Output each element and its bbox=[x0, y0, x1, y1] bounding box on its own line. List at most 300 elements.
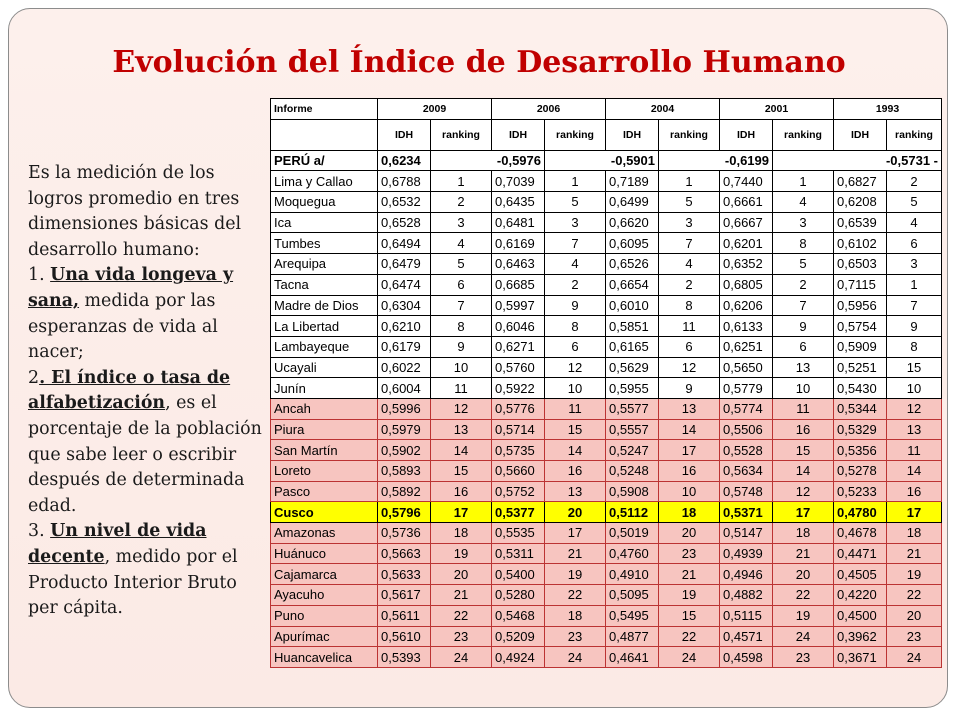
ranking-cell: 19 bbox=[659, 585, 720, 606]
ranking-cell: 15 bbox=[659, 605, 720, 626]
ranking-cell: 5 bbox=[545, 192, 606, 213]
idh-cell: 0,5495 bbox=[606, 605, 659, 626]
idh-cell: 0,5748 bbox=[720, 481, 773, 502]
ranking-cell: 23 bbox=[659, 543, 720, 564]
ranking-cell: 9 bbox=[887, 316, 942, 337]
ranking-cell: 17 bbox=[431, 502, 492, 523]
ranking-cell: 22 bbox=[773, 585, 834, 606]
description-item-3 bbox=[28, 519, 268, 621]
ranking-cell: 2 bbox=[773, 274, 834, 295]
idh-cell: 0,5996 bbox=[378, 398, 431, 419]
table-row bbox=[271, 378, 942, 399]
item-1-rest: medida por las esperanzas de vida al nacer; bbox=[28, 290, 218, 363]
idh-cell: 0,4678 bbox=[834, 523, 887, 544]
idh-cell: 0,6503 bbox=[834, 254, 887, 275]
idh-cell: 0,5278 bbox=[834, 461, 887, 482]
idh-cell: 0,5663 bbox=[378, 543, 431, 564]
idh-cell: 0,6620 bbox=[606, 212, 659, 233]
idh-cell: 0,5528 bbox=[720, 440, 773, 461]
idh-cell: 0,5660 bbox=[492, 461, 545, 482]
idh-cell: 0,5754 bbox=[834, 316, 887, 337]
ranking-cell: 1 bbox=[545, 171, 606, 192]
peru-value-2009: 0,6234 bbox=[378, 150, 431, 171]
idh-cell: 0,6210 bbox=[378, 316, 431, 337]
region-name: Moquegua bbox=[271, 192, 378, 213]
idh-cell: 0,5908 bbox=[606, 481, 659, 502]
ranking-cell: 19 bbox=[773, 605, 834, 626]
ranking-cell: 21 bbox=[887, 543, 942, 564]
ranking-cell: 11 bbox=[431, 378, 492, 399]
ranking-cell: 10 bbox=[545, 378, 606, 399]
idh-cell: 0,6528 bbox=[378, 212, 431, 233]
ranking-cell: 15 bbox=[887, 357, 942, 378]
region-name: Apurímac bbox=[271, 626, 378, 647]
region-name: Ayacuho bbox=[271, 585, 378, 606]
ranking-cell: 16 bbox=[887, 481, 942, 502]
ranking-cell: 6 bbox=[773, 336, 834, 357]
ranking-cell: 23 bbox=[431, 626, 492, 647]
ranking-cell: 11 bbox=[773, 398, 834, 419]
ranking-cell: 5 bbox=[773, 254, 834, 275]
ranking-cell: 1 bbox=[431, 171, 492, 192]
ranking-cell: 23 bbox=[887, 626, 942, 647]
region-name: Huánuco bbox=[271, 543, 378, 564]
region-name: Ucayali bbox=[271, 357, 378, 378]
idh-cell: 0,5311 bbox=[492, 543, 545, 564]
peru-value-2006: -0,5976 bbox=[431, 150, 545, 171]
item-3-rest: , medido por el Producto Interior Bruto per cápita. bbox=[28, 546, 238, 619]
idh-header: IDH bbox=[606, 119, 659, 150]
ranking-cell: 11 bbox=[545, 398, 606, 419]
idh-cell: 0,5344 bbox=[834, 398, 887, 419]
region-name: Lambayeque bbox=[271, 336, 378, 357]
idh-cell: 0,4471 bbox=[834, 543, 887, 564]
idh-cell: 0,4946 bbox=[720, 564, 773, 585]
item-3-number: 3. bbox=[28, 521, 51, 542]
idh-cell: 0,6352 bbox=[720, 254, 773, 275]
region-name: Loreto bbox=[271, 461, 378, 482]
ranking-cell: 8 bbox=[659, 295, 720, 316]
idh-cell: 0,3962 bbox=[834, 626, 887, 647]
ranking-cell: 22 bbox=[431, 605, 492, 626]
table-row bbox=[271, 502, 942, 523]
idh-cell: 0,5714 bbox=[492, 419, 545, 440]
idh-cell: 0,5893 bbox=[378, 461, 431, 482]
idh-cell: 0,5736 bbox=[378, 523, 431, 544]
ranking-cell: 8 bbox=[887, 336, 942, 357]
peru-label: PERÚ a/ bbox=[271, 150, 378, 171]
idh-cell: 0,5557 bbox=[606, 419, 659, 440]
ranking-cell: 23 bbox=[773, 647, 834, 668]
item-3-key: Un nivel de vida decente bbox=[28, 521, 207, 567]
item-1-key: Una vida longeva y sana, bbox=[28, 265, 234, 311]
idh-cell: 0,6479 bbox=[378, 254, 431, 275]
ranking-cell: 24 bbox=[659, 647, 720, 668]
idh-cell: 0,5650 bbox=[720, 357, 773, 378]
table-row bbox=[271, 585, 942, 606]
description-item-2 bbox=[28, 366, 268, 520]
ranking-cell: 22 bbox=[887, 585, 942, 606]
idh-cell: 0,7039 bbox=[492, 171, 545, 192]
idh-cell: 0,5251 bbox=[834, 357, 887, 378]
ranking-cell: 20 bbox=[887, 605, 942, 626]
idh-cell: 0,5280 bbox=[492, 585, 545, 606]
idh-cell: 0,5979 bbox=[378, 419, 431, 440]
region-name: Ancah bbox=[271, 398, 378, 419]
idh-cell: 0,5233 bbox=[834, 481, 887, 502]
ranking-cell: 21 bbox=[431, 585, 492, 606]
ranking-cell: 7 bbox=[545, 233, 606, 254]
ranking-cell: 13 bbox=[659, 398, 720, 419]
ranking-cell: 12 bbox=[887, 398, 942, 419]
region-name: Piura bbox=[271, 419, 378, 440]
region-name: Junín bbox=[271, 378, 378, 399]
ranking-cell: 24 bbox=[545, 647, 606, 668]
ranking-cell: 19 bbox=[431, 543, 492, 564]
ranking-cell: 3 bbox=[545, 212, 606, 233]
table-row bbox=[271, 461, 942, 482]
table-row bbox=[271, 626, 942, 647]
idh-cell: 0,5902 bbox=[378, 440, 431, 461]
ranking-cell: 5 bbox=[431, 254, 492, 275]
idh-cell: 0,5209 bbox=[492, 626, 545, 647]
idh-cell: 0,5329 bbox=[834, 419, 887, 440]
ranking-cell: 4 bbox=[545, 254, 606, 275]
description-intro: Es la medición de los logros promedio en tres dimensiones básicas del desarrollo humano: bbox=[28, 163, 242, 260]
table-row bbox=[271, 398, 942, 419]
idh-cell: 0,5922 bbox=[492, 378, 545, 399]
ranking-cell: 9 bbox=[431, 336, 492, 357]
table-row bbox=[271, 357, 942, 378]
ranking-cell: 19 bbox=[887, 564, 942, 585]
table-row bbox=[271, 481, 942, 502]
idh-cell: 0,7115 bbox=[834, 274, 887, 295]
slide-title: Evolución del Índice de Desarrollo Humano bbox=[112, 45, 846, 80]
region-name: Huancavelica bbox=[271, 647, 378, 668]
ranking-cell: 7 bbox=[431, 295, 492, 316]
ranking-cell: 1 bbox=[887, 274, 942, 295]
table-row bbox=[271, 440, 942, 461]
idh-cell: 0,4598 bbox=[720, 647, 773, 668]
idh-header: IDH bbox=[834, 119, 887, 150]
idh-cell: 0,5248 bbox=[606, 461, 659, 482]
idh-header: IDH bbox=[720, 119, 773, 150]
idh-cell: 0,6304 bbox=[378, 295, 431, 316]
year-header: 2006 bbox=[492, 99, 606, 120]
ranking-cell: 16 bbox=[431, 481, 492, 502]
region-name: San Martín bbox=[271, 440, 378, 461]
idh-cell: 0,6435 bbox=[492, 192, 545, 213]
idh-cell: 0,6532 bbox=[378, 192, 431, 213]
idh-cell: 0,6271 bbox=[492, 336, 545, 357]
ranking-cell: 6 bbox=[887, 233, 942, 254]
ranking-header: ranking bbox=[773, 119, 834, 150]
region-name: Cajamarca bbox=[271, 564, 378, 585]
region-name: Madre de Dios bbox=[271, 295, 378, 316]
ranking-cell: 19 bbox=[545, 564, 606, 585]
idh-cell: 0,6805 bbox=[720, 274, 773, 295]
ranking-cell: 24 bbox=[431, 647, 492, 668]
ranking-cell: 14 bbox=[545, 440, 606, 461]
ranking-cell: 16 bbox=[773, 419, 834, 440]
idh-cell: 0,4641 bbox=[606, 647, 659, 668]
idh-cell: 0,5377 bbox=[492, 502, 545, 523]
ranking-cell: 14 bbox=[431, 440, 492, 461]
ranking-cell: 21 bbox=[659, 564, 720, 585]
idh-cell: 0,6208 bbox=[834, 192, 887, 213]
ranking-cell: 7 bbox=[659, 233, 720, 254]
idh-cell: 0,5019 bbox=[606, 523, 659, 544]
ranking-cell: 13 bbox=[545, 481, 606, 502]
idh-cell: 0,6654 bbox=[606, 274, 659, 295]
ranking-cell: 16 bbox=[545, 461, 606, 482]
table-row bbox=[271, 171, 942, 192]
idh-cell: 0,5760 bbox=[492, 357, 545, 378]
ranking-cell: 23 bbox=[545, 626, 606, 647]
item-2-number: 2 bbox=[28, 367, 40, 388]
idh-cell: 0,5112 bbox=[606, 502, 659, 523]
ranking-cell: 20 bbox=[431, 564, 492, 585]
ranking-cell: 4 bbox=[659, 254, 720, 275]
idh-cell: 0,5997 bbox=[492, 295, 545, 316]
idh-cell: 0,4220 bbox=[834, 585, 887, 606]
table-row bbox=[271, 274, 942, 295]
year-header: 2004 bbox=[606, 99, 720, 120]
region-name: Amazonas bbox=[271, 523, 378, 544]
ranking-cell: 11 bbox=[659, 316, 720, 337]
idh-cell: 0,6179 bbox=[378, 336, 431, 357]
ranking-cell: 14 bbox=[659, 419, 720, 440]
idh-cell: 0,6827 bbox=[834, 171, 887, 192]
idh-cell: 0,5247 bbox=[606, 440, 659, 461]
idh-cell: 0,3671 bbox=[834, 647, 887, 668]
idh-cell: 0,5955 bbox=[606, 378, 659, 399]
idh-cell: 0,4571 bbox=[720, 626, 773, 647]
idh-cell: 0,5611 bbox=[378, 605, 431, 626]
ranking-cell: 24 bbox=[887, 647, 942, 668]
item-2-rest: , es el porcentaje de la población que sabe leer o escribir después de determinada edad. bbox=[28, 393, 262, 516]
table-row bbox=[271, 212, 942, 233]
ranking-cell: 12 bbox=[545, 357, 606, 378]
idh-cell: 0,6251 bbox=[720, 336, 773, 357]
ranking-cell: 18 bbox=[431, 523, 492, 544]
ranking-cell: 14 bbox=[887, 461, 942, 482]
idh-cell: 0,5430 bbox=[834, 378, 887, 399]
table-row bbox=[271, 647, 942, 668]
idh-cell: 0,6667 bbox=[720, 212, 773, 233]
description-item-1 bbox=[28, 263, 268, 365]
idh-cell: 0,6661 bbox=[720, 192, 773, 213]
ranking-cell: 2 bbox=[545, 274, 606, 295]
idh-cell: 0,4882 bbox=[720, 585, 773, 606]
idh-cell: 0,5617 bbox=[378, 585, 431, 606]
ranking-header: ranking bbox=[431, 119, 492, 150]
ranking-cell: 6 bbox=[659, 336, 720, 357]
empty-header-cell bbox=[271, 119, 378, 150]
idh-cell: 0,4760 bbox=[606, 543, 659, 564]
idh-cell: 0,5393 bbox=[378, 647, 431, 668]
peru-value-1993: -0,5731 - bbox=[773, 150, 942, 171]
peru-value-2001: -0,6199 bbox=[659, 150, 773, 171]
table-row bbox=[271, 254, 942, 275]
ranking-cell: 17 bbox=[545, 523, 606, 544]
table-row bbox=[271, 419, 942, 440]
table-row bbox=[271, 233, 942, 254]
idh-cell: 0,6095 bbox=[606, 233, 659, 254]
idh-cell: 0,6481 bbox=[492, 212, 545, 233]
ranking-cell: 22 bbox=[545, 585, 606, 606]
ranking-cell: 2 bbox=[887, 171, 942, 192]
table-row bbox=[271, 295, 942, 316]
ranking-cell: 10 bbox=[773, 378, 834, 399]
region-name: Lima y Callao bbox=[271, 171, 378, 192]
ranking-cell: 20 bbox=[773, 564, 834, 585]
ranking-cell: 10 bbox=[887, 378, 942, 399]
ranking-cell: 13 bbox=[773, 357, 834, 378]
ranking-cell: 7 bbox=[887, 295, 942, 316]
ranking-cell: 5 bbox=[887, 192, 942, 213]
sub-header-row bbox=[271, 119, 942, 150]
ranking-cell: 17 bbox=[773, 502, 834, 523]
idh-cell: 0,5851 bbox=[606, 316, 659, 337]
ranking-cell: 18 bbox=[545, 605, 606, 626]
idh-cell: 0,6046 bbox=[492, 316, 545, 337]
idh-cell: 0,7189 bbox=[606, 171, 659, 192]
ranking-cell: 12 bbox=[659, 357, 720, 378]
ranking-cell: 8 bbox=[545, 316, 606, 337]
ranking-cell: 15 bbox=[431, 461, 492, 482]
idh-cell: 0,6494 bbox=[378, 233, 431, 254]
ranking-cell: 18 bbox=[659, 502, 720, 523]
ranking-cell: 20 bbox=[659, 523, 720, 544]
idh-cell: 0,5610 bbox=[378, 626, 431, 647]
ranking-cell: 4 bbox=[887, 212, 942, 233]
ranking-cell: 24 bbox=[773, 626, 834, 647]
ranking-cell: 6 bbox=[545, 336, 606, 357]
idh-cell: 0,5774 bbox=[720, 398, 773, 419]
idh-cell: 0,6102 bbox=[834, 233, 887, 254]
idh-cell: 0,4939 bbox=[720, 543, 773, 564]
idh-cell: 0,6010 bbox=[606, 295, 659, 316]
region-name: La Libertad bbox=[271, 316, 378, 337]
idh-cell: 0,6133 bbox=[720, 316, 773, 337]
ranking-cell: 17 bbox=[887, 502, 942, 523]
ranking-cell: 4 bbox=[431, 233, 492, 254]
idh-cell: 0,6474 bbox=[378, 274, 431, 295]
ranking-cell: 7 bbox=[773, 295, 834, 316]
ranking-cell: 14 bbox=[773, 461, 834, 482]
idh-cell: 0,5629 bbox=[606, 357, 659, 378]
ranking-cell: 16 bbox=[659, 461, 720, 482]
ranking-cell: 15 bbox=[773, 440, 834, 461]
idh-cell: 0,6169 bbox=[492, 233, 545, 254]
ranking-cell: 18 bbox=[887, 523, 942, 544]
idh-cell: 0,6685 bbox=[492, 274, 545, 295]
ranking-cell: 1 bbox=[773, 171, 834, 192]
ranking-cell: 15 bbox=[545, 419, 606, 440]
ranking-cell: 13 bbox=[431, 419, 492, 440]
region-name: Cusco bbox=[271, 502, 378, 523]
idh-cell: 0,4500 bbox=[834, 605, 887, 626]
table-row bbox=[271, 605, 942, 626]
idh-cell: 0,5371 bbox=[720, 502, 773, 523]
ranking-cell: 4 bbox=[773, 192, 834, 213]
ranking-cell: 9 bbox=[773, 316, 834, 337]
idh-cell: 0,5633 bbox=[378, 564, 431, 585]
ranking-cell: 9 bbox=[659, 378, 720, 399]
description-text bbox=[28, 161, 268, 622]
idh-cell: 0,5776 bbox=[492, 398, 545, 419]
region-name: Pasco bbox=[271, 481, 378, 502]
idh-cell: 0,5956 bbox=[834, 295, 887, 316]
ranking-cell: 17 bbox=[659, 440, 720, 461]
region-name: Tacna bbox=[271, 274, 378, 295]
ranking-cell: 3 bbox=[659, 212, 720, 233]
region-name: Ica bbox=[271, 212, 378, 233]
ranking-cell: 22 bbox=[659, 626, 720, 647]
idh-cell: 0,5400 bbox=[492, 564, 545, 585]
idh-cell: 0,5115 bbox=[720, 605, 773, 626]
ranking-header: ranking bbox=[545, 119, 606, 150]
idh-cell: 0,6463 bbox=[492, 254, 545, 275]
idh-cell: 0,5577 bbox=[606, 398, 659, 419]
ranking-cell: 20 bbox=[545, 502, 606, 523]
informe-header: Informe bbox=[271, 99, 378, 120]
peru-value-2004: -0,5901 bbox=[545, 150, 659, 171]
ranking-cell: 13 bbox=[887, 419, 942, 440]
region-name: Tumbes bbox=[271, 233, 378, 254]
table-row bbox=[271, 543, 942, 564]
ranking-cell: 8 bbox=[773, 233, 834, 254]
ranking-cell: 12 bbox=[773, 481, 834, 502]
idh-cell: 0,6206 bbox=[720, 295, 773, 316]
idh-cell: 0,5735 bbox=[492, 440, 545, 461]
year-header-row bbox=[271, 99, 942, 120]
idh-cell: 0,6022 bbox=[378, 357, 431, 378]
ranking-cell: 6 bbox=[431, 274, 492, 295]
ranking-cell: 10 bbox=[659, 481, 720, 502]
ranking-cell: 9 bbox=[545, 295, 606, 316]
ranking-cell: 2 bbox=[659, 274, 720, 295]
region-name: Arequipa bbox=[271, 254, 378, 275]
table-row bbox=[271, 523, 942, 544]
idh-cell: 0,6004 bbox=[378, 378, 431, 399]
idh-cell: 0,6539 bbox=[834, 212, 887, 233]
idh-header: IDH bbox=[492, 119, 545, 150]
idh-cell: 0,7440 bbox=[720, 171, 773, 192]
ranking-header: ranking bbox=[659, 119, 720, 150]
item-2-key: . El índice o tasa de alfabetización bbox=[28, 367, 231, 414]
idh-cell: 0,5796 bbox=[378, 502, 431, 523]
ranking-cell: 8 bbox=[431, 316, 492, 337]
ranking-cell: 12 bbox=[431, 398, 492, 419]
idh-cell: 0,5468 bbox=[492, 605, 545, 626]
year-header: 2009 bbox=[378, 99, 492, 120]
peru-row bbox=[271, 150, 942, 171]
table-row bbox=[271, 316, 942, 337]
idh-cell: 0,6788 bbox=[378, 171, 431, 192]
idh-cell: 0,5356 bbox=[834, 440, 887, 461]
ranking-cell: 3 bbox=[887, 254, 942, 275]
table-row bbox=[271, 564, 942, 585]
ranking-cell: 21 bbox=[773, 543, 834, 564]
idh-cell: 0,5752 bbox=[492, 481, 545, 502]
idh-cell: 0,6526 bbox=[606, 254, 659, 275]
idh-cell: 0,4910 bbox=[606, 564, 659, 585]
table-row bbox=[271, 192, 942, 213]
idh-cell: 0,5909 bbox=[834, 336, 887, 357]
ranking-header: ranking bbox=[887, 119, 942, 150]
